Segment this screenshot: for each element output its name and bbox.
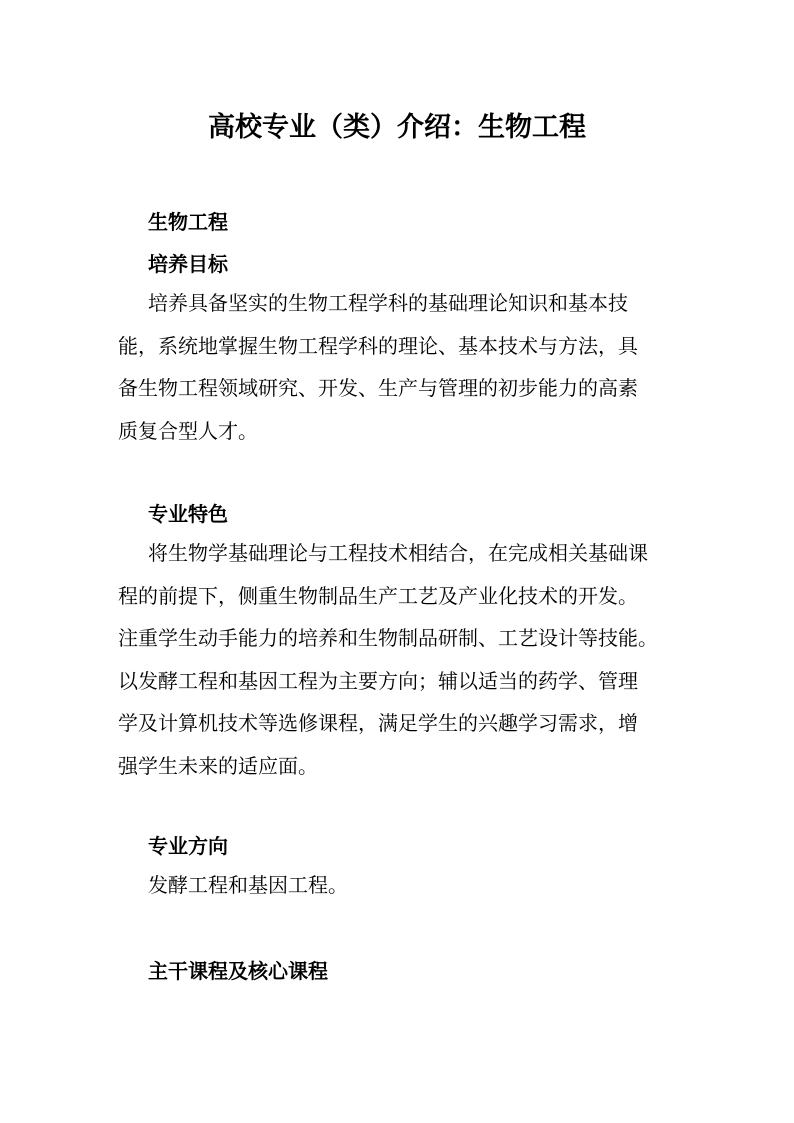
section-heading-directions: 专业方向 bbox=[148, 834, 228, 858]
paragraph-directions bbox=[118, 864, 680, 907]
paragraph-line: 强学生未来的适应面。 bbox=[118, 753, 318, 778]
paragraph-features bbox=[118, 532, 680, 787]
paragraph-line: 备生物工程领域研究、开发、生产与管理的初步能力的高素 bbox=[118, 376, 638, 400]
paragraph-line: 以发酵工程和基因工程为主要方向；辅以适当的药学、管理 bbox=[118, 668, 638, 693]
paragraph-line: 程的前提下，侧重生物制品生产工艺及产业化技术的开发。 bbox=[118, 583, 638, 608]
paragraph-line: 培养具备坚实的生物工程学科的基础理论知识和基本技 bbox=[148, 291, 628, 315]
document-title: 高校专业（类）介绍：生物工程 bbox=[208, 112, 586, 143]
paragraph-line: 能，系统地掌握生物工程学科的理论、基本技术与方法，具 bbox=[118, 333, 638, 358]
paragraph-training-goals bbox=[118, 282, 680, 452]
paragraph-line: 注重学生动手能力的培养和生物制品研制、工艺设计等技能。 bbox=[118, 626, 658, 650]
section-heading-training-goals: 培养目标 bbox=[148, 252, 228, 276]
section-heading-core-courses: 主干课程及核心课程 bbox=[148, 959, 328, 983]
section-heading-features: 专业特色 bbox=[148, 502, 228, 526]
major-name-heading: 生物工程 bbox=[148, 210, 228, 234]
paragraph-line: 发酵工程和基因工程。 bbox=[148, 873, 348, 897]
paragraph-line: 将生物学基础理论与工程技术相结合，在完成相关基础课 bbox=[148, 541, 648, 565]
paragraph-line: 学及计算机技术等选修课程，满足学生的兴趣学习需求，增 bbox=[118, 711, 638, 735]
paragraph-line: 质复合型人才。 bbox=[118, 418, 258, 443]
